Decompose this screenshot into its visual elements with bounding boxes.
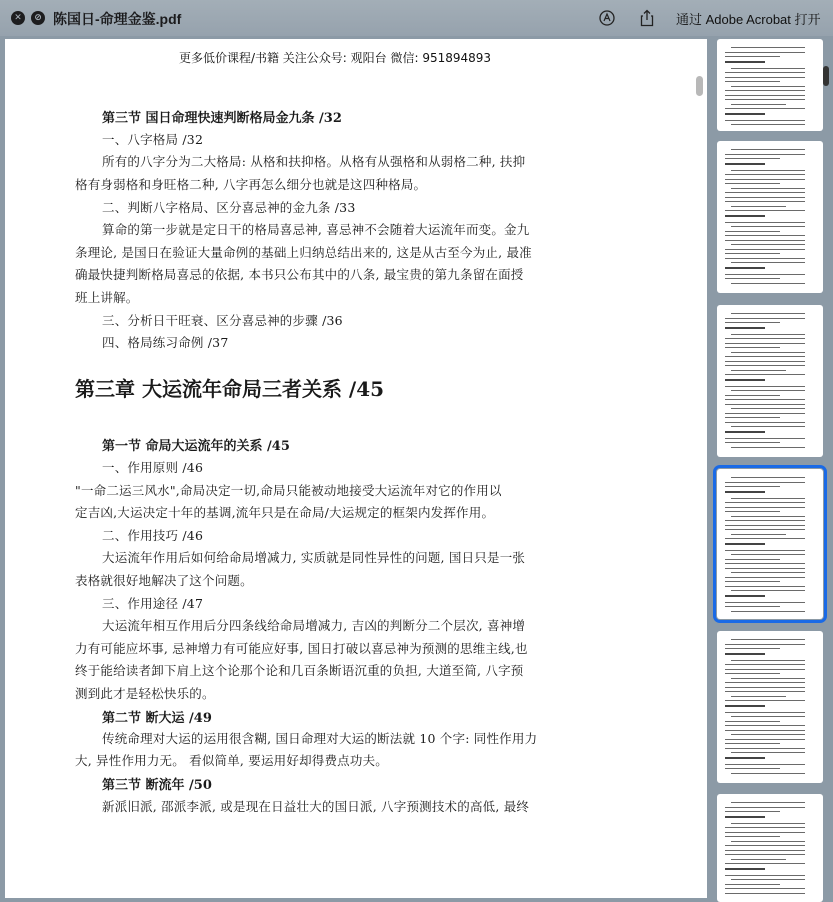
text-line: 班上讲解。	[75, 290, 139, 305]
thumbnail-text-line	[731, 104, 786, 105]
thumbnail-text-line	[725, 338, 805, 339]
thumbnail-text-line	[725, 374, 805, 375]
thumbnail-text-line	[725, 581, 780, 582]
thumbnail-text-line	[725, 648, 780, 649]
thumbnail-text-line	[725, 807, 805, 808]
thumbnail-text-line	[725, 235, 805, 236]
thumbnail-text-line	[731, 408, 805, 409]
thumbnail-text-line	[725, 99, 805, 100]
pdf-page-view[interactable]	[5, 39, 707, 898]
thumbnail-text-line	[725, 538, 805, 539]
thumbnail-text-line	[731, 149, 805, 150]
thumbnail-text-line	[731, 313, 805, 314]
thumbnail-text-line	[725, 413, 805, 414]
page-header-watermark: 更多低价课程/书籍 关注公众号: 观阳台 微信: 951894893	[178, 51, 492, 65]
text-line: 表格就很好地解决了这个问题。	[75, 573, 253, 588]
thumbnail-page-6[interactable]	[717, 794, 823, 902]
thumbnail-text-line	[725, 113, 765, 115]
text-line: 二、判断八字格局、区分喜忌神的金九条 /33	[102, 200, 356, 215]
text-line: 三、分析日干旺衰、区分喜忌神的步骤 /36	[102, 313, 343, 328]
thumbnail-text-line	[731, 426, 805, 427]
thumbnail-text-line	[725, 347, 780, 348]
thumbnail-text-line	[725, 201, 805, 202]
thumbnail-text-line	[725, 868, 765, 870]
thumbnail-text-line	[725, 748, 805, 749]
section-heading: 第三节 国日命理快速判断格局金九条 /32	[102, 111, 342, 126]
thumbnail-text-line	[725, 395, 780, 396]
thumbnail-text-line	[731, 170, 805, 171]
thumbnail-text-line	[725, 210, 805, 211]
thumbnail-text-line	[731, 226, 805, 227]
thumbnail-text-line	[731, 611, 805, 612]
text-line: 终于能给读者卸下肩上这个论那个论和几百条断语沉重的负担, 大道至简, 八字预	[75, 663, 524, 678]
thumbnail-text-line	[725, 90, 805, 91]
thumbnail-text-line	[725, 491, 765, 493]
thumbnail-text-line	[725, 764, 805, 765]
thumbnail-text-line	[725, 399, 805, 400]
text-line: 一、八字格局 /32	[102, 132, 204, 147]
page-scrollbar[interactable]	[696, 76, 703, 96]
thumbnail-text-line	[731, 660, 805, 661]
thumbnail-text-line	[725, 664, 805, 665]
thumbnail-text-line	[725, 231, 780, 232]
thumbnail-text-line	[731, 334, 805, 335]
thumbnail-text-line	[731, 206, 786, 207]
thumbnail-text-line	[725, 361, 805, 362]
thumbnail-text-line	[725, 682, 805, 683]
thumbnail-text-line	[725, 854, 805, 855]
thumbnail-text-line	[725, 327, 765, 329]
thumbnail-text-line	[731, 244, 805, 245]
thumbnail-text-line	[725, 278, 780, 279]
text-line: 大运流年相互作用后分四条线给命局增减力, 吉凶的判断分二个层次, 喜神增	[102, 618, 526, 633]
thumbnail-text-line	[725, 529, 805, 530]
close-icon[interactable]: ✕	[11, 11, 25, 25]
thumbnail-text-line	[725, 158, 780, 159]
thumbnail-text-line	[725, 577, 805, 578]
thumbnail-text-line	[731, 86, 805, 87]
thumbnail-text-line	[725, 725, 805, 726]
thumbnail-text-line	[731, 802, 805, 803]
thumbnail-text-line	[725, 863, 805, 864]
thumbnail-text-line	[725, 52, 805, 53]
thumbnail-text-line	[731, 773, 805, 774]
thumbnail-text-line	[725, 687, 805, 688]
thumbnail-text-line	[725, 850, 805, 851]
thumbnail-text-line	[725, 586, 805, 587]
thumbnail-text-line	[725, 442, 780, 443]
thumbnail-text-line	[725, 163, 765, 165]
thumbnail-text-line	[731, 390, 805, 391]
section-heading: 第三节 断流年 /50	[102, 778, 212, 793]
share-icon[interactable]	[637, 8, 657, 28]
thumbnail-text-line	[725, 486, 780, 487]
thumbnail-text-line	[725, 322, 780, 323]
thumbnail-text-line	[725, 595, 765, 597]
thumbnail-text-line	[725, 422, 805, 423]
text-line: 确最快捷判断格局喜忌的依据, 本书只公布其中的八条, 最宝贵的第九条留在面授	[75, 267, 524, 282]
text-line: 所有的八字分为二大格局: 从格和扶抑格。从格有从强格和从弱格二种, 扶抑	[102, 154, 526, 169]
thumbnail-text-line	[731, 678, 805, 679]
thumbnail-text-line	[725, 568, 805, 569]
text-line: 定吉凶,大运决定十年的基调,流年只是在命局/大运规定的框架内发挥作用。	[75, 505, 495, 520]
thumbnail-text-line	[731, 554, 805, 555]
thumbnail-text-line	[725, 365, 805, 366]
thumbnail-text-line	[731, 639, 805, 640]
thumbnail-text-line	[731, 477, 805, 478]
thumbnail-text-line	[725, 520, 805, 521]
thumbnail-text-line	[725, 550, 805, 551]
thumbnail-text-line	[725, 832, 805, 833]
thumbnail-text-line	[731, 696, 786, 697]
thumbnail-text-line	[731, 262, 805, 263]
text-line: 二、作用技巧 /46	[102, 528, 204, 543]
thumbnail-text-line	[731, 370, 786, 371]
thumbnail-text-line	[725, 644, 805, 645]
thumbnail-text-line	[725, 356, 805, 357]
thumbnail-text-line	[725, 705, 765, 707]
thumbnail-text-line	[725, 274, 805, 275]
thumbnail-text-line	[725, 768, 780, 769]
thumbnail-text-line	[725, 120, 805, 121]
text-line: 三、作用途径 /47	[102, 596, 204, 611]
text-line: 四、格局练习命例 /37	[102, 335, 229, 350]
thumbnail-text-line	[731, 823, 805, 824]
thumbnail-text-line	[725, 836, 780, 837]
thumbnail-sidebar	[712, 39, 833, 902]
thumbnail-text-line	[725, 712, 805, 713]
thumbnail-text-line	[731, 859, 786, 860]
thumbnail-page-3[interactable]	[717, 305, 823, 457]
thumbnail-text-line	[725, 816, 765, 818]
thumbnail-text-line	[725, 827, 805, 828]
thumbnail-text-line	[725, 525, 805, 526]
thumbnail-text-line	[725, 559, 780, 560]
thumbnail-text-line	[725, 811, 780, 812]
thumbnail-text-line	[731, 841, 805, 842]
thumbnail-text-line	[725, 379, 765, 381]
thumbnail-text-line	[725, 108, 805, 109]
document-title: 陈国日-命理金鉴.pdf	[53, 11, 182, 27]
thumbnail-text-line	[725, 192, 805, 193]
thumbnail-text-line	[725, 511, 780, 512]
thumbnail-text-line	[731, 352, 805, 353]
thumbnail-text-line	[725, 197, 805, 198]
thumbnail-page-2[interactable]	[717, 141, 823, 293]
thumbnail-text-line	[725, 888, 805, 889]
thumbnail-text-line	[731, 590, 805, 591]
thumbnail-text-line	[725, 757, 765, 759]
thumbnail-text-line	[725, 606, 780, 607]
thumbnail-text-line	[731, 572, 805, 573]
thumbnail-text-line	[725, 81, 780, 82]
section-heading: 第一节 命局大运流年的关系 /45	[102, 439, 290, 454]
thumbnail-page-5[interactable]	[717, 631, 823, 783]
thumbnail-text-line	[725, 222, 805, 223]
thumbnail-text-line	[725, 502, 805, 503]
text-line: 算命的第一步就是定日干的格局喜忌神, 喜忌神不会随着大运流年而变。金九	[102, 222, 530, 237]
open-in-acrobat-button[interactable]: 通过 Adobe Acrobat 打开	[676, 11, 821, 27]
minimize-icon[interactable]: ⊘	[31, 11, 45, 25]
thumbnail-text-line	[725, 438, 805, 439]
thumbnail-text-line	[731, 124, 805, 125]
thumbnail-text-line	[731, 752, 805, 753]
thumbnail-text-line	[725, 404, 805, 405]
text-line: 一、作用原则 /46	[102, 460, 204, 475]
thumbnail-text-line	[725, 884, 780, 885]
thumbnail-text-line	[725, 431, 765, 433]
text-line: 大运流年作用后如何给命局增减力, 实质就是同性异性的问题, 国日只是一张	[102, 550, 526, 565]
thumbnail-text-line	[725, 563, 805, 564]
chapter-heading: 第三章 大运流年命局三者关系 /45	[75, 377, 385, 401]
thumbnail-text-line	[725, 258, 805, 259]
thumbnail-text-line	[725, 249, 805, 250]
thumbnail-text-line	[731, 734, 805, 735]
thumbnail-scrollbar[interactable]	[823, 66, 829, 86]
text-line: 格有身弱格和身旺格二种, 八字再怎么细分也就是这四种格局。	[75, 177, 427, 192]
thumbnail-text-line	[725, 183, 780, 184]
thumbnail-text-line	[725, 893, 805, 894]
thumbnail-text-line	[725, 653, 765, 655]
thumbnail-text-line	[725, 61, 765, 63]
thumbnail-text-line	[731, 716, 805, 717]
thumbnail-text-line	[725, 669, 805, 670]
thumbnail-text-line	[725, 721, 780, 722]
thumbnail-text-line	[725, 673, 780, 674]
thumbnail-text-line	[725, 700, 805, 701]
thumbnail-text-line	[725, 318, 805, 319]
thumbnail-page-1[interactable]	[717, 39, 823, 131]
thumbnail-text-line	[725, 691, 805, 692]
thumbnail-text-line	[725, 417, 780, 418]
thumbnail-text-line	[725, 240, 805, 241]
text-line: 大, 异性作用力无。 看似简单, 要运用好却得费点功夫。	[75, 753, 388, 768]
thumbnail-text-line	[731, 498, 805, 499]
thumbnail-text-line	[725, 95, 805, 96]
thumbnail-text-line	[731, 534, 786, 535]
thumbnail-text-line	[725, 253, 780, 254]
thumbnail-text-line	[725, 386, 805, 387]
thumbnail-text-line	[725, 72, 805, 73]
thumbnail-text-line	[731, 447, 805, 448]
section-heading: 第二节 断大运 /49	[102, 711, 212, 726]
text-line: 新派旧派, 邵派李派, 或是现在日益壮大的国日派, 八字预测技术的高低, 最终	[102, 799, 530, 814]
text-line: 传统命理对大运的运用很含糊, 国日命理对大运的断法就 10 个字: 同性作用力	[102, 731, 538, 746]
thumbnail-text-line	[725, 343, 805, 344]
thumbnail-text-line	[731, 68, 805, 69]
thumbnail-text-line	[725, 845, 805, 846]
text-line: 力有可能应坏事, 忌神增力有可能应好事, 国日打破以喜忌神为预测的思维主线,也	[75, 641, 528, 656]
thumbnail-text-line	[725, 739, 805, 740]
markup-icon[interactable]	[597, 8, 617, 28]
thumbnail-text-line	[731, 879, 805, 880]
thumbnail-text-line	[725, 507, 805, 508]
thumbnail-text-line	[725, 56, 780, 57]
thumbnail-text-line	[725, 154, 805, 155]
thumbnail-text-line	[725, 875, 805, 876]
thumbnail-text-line	[725, 215, 765, 217]
thumbnail-text-line	[725, 77, 805, 78]
thumbnail-text-line	[731, 516, 805, 517]
text-line: 条理论, 是国日在验证大量命例的基础上归纳总结出来的, 这是从古至今为止, 最准	[75, 245, 532, 260]
thumbnail-text-line	[725, 482, 805, 483]
thumbnail-text-line	[725, 267, 765, 269]
thumbnail-text-line	[731, 47, 805, 48]
thumbnail-text-line	[731, 188, 805, 189]
title-bar	[0, 0, 833, 36]
text-line: 测到此才是轻松快乐的。	[75, 686, 215, 701]
thumbnail-text-line	[725, 543, 765, 545]
thumbnail-page-4[interactable]	[717, 469, 823, 619]
thumbnail-text-line	[731, 283, 805, 284]
thumbnail-text-line	[725, 730, 805, 731]
thumbnail-text-line	[725, 602, 805, 603]
thumbnail-text-line	[725, 179, 805, 180]
thumbnail-text-line	[725, 743, 780, 744]
thumbnail-text-line	[725, 174, 805, 175]
text-line: "一命二运三风水",命局决定一切,命局只能被动地接受大运流年对它的作用以	[75, 483, 502, 498]
